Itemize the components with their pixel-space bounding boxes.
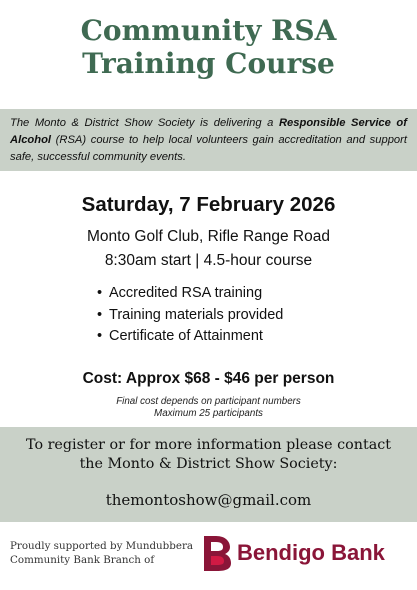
register-band xyxy=(0,427,417,522)
list-item xyxy=(97,326,283,348)
cost-note-participants: Final cost depends on participant numbers xyxy=(116,396,301,407)
list-item-text: Accredited RSA training xyxy=(109,285,263,301)
bullet-icon: • xyxy=(97,285,103,301)
bendigo-bank-logo-icon xyxy=(202,534,232,572)
event-venue: Monto Golf Club, Rifle Range Road xyxy=(87,228,330,245)
intro-text-part-1: The Monto & District Show Society is delivering a xyxy=(10,117,279,129)
register-text: To register or for more information please contact the Monto & District Show Society: xyxy=(26,437,391,472)
cost-note-maximum: Maximum 25 participants xyxy=(154,408,263,419)
list-item-text: Certificate of Attainment xyxy=(109,328,263,344)
cost-headline: Cost: Approx $68 - $46 per person xyxy=(82,370,335,387)
bank-name: Bendigo Bank xyxy=(237,540,385,565)
sponsor-line-1: Proudly supported by Mundubbera xyxy=(10,540,194,552)
intro-text xyxy=(10,115,407,166)
list-item xyxy=(97,305,283,327)
intro-band xyxy=(0,109,417,171)
intro-text-bold: Responsible Service of Alcohol xyxy=(10,117,407,146)
contact-email[interactable]: themontoshow@gmail.com xyxy=(105,491,312,509)
page-title xyxy=(0,14,417,80)
feature-list xyxy=(97,283,283,348)
intro-text-part-2: (RSA) course to help local volunteers gain accreditation and support safe, successful community events. xyxy=(10,134,407,163)
list-item xyxy=(97,283,283,305)
sponsor-line-2: Community Bank Branch of xyxy=(10,554,155,566)
title-line-2: Training Course xyxy=(82,47,335,80)
event-date: Saturday, 7 February 2026 xyxy=(81,193,336,216)
bullet-icon: • xyxy=(97,328,103,344)
bullet-icon: • xyxy=(97,306,103,323)
sponsor-text xyxy=(10,539,200,567)
event-time: 8:30am start | 4.5-hour course xyxy=(104,252,313,269)
title-line-1: Community RSA xyxy=(80,14,337,47)
list-item-text: Training materials provided xyxy=(109,306,284,323)
